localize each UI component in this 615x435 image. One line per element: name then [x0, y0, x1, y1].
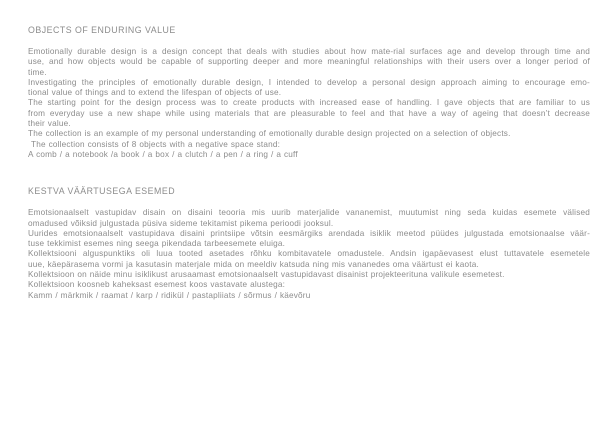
text-line: Emotionally durable design is a design concept that deals with studies about how mate-rial surfaces age and develop through time and: [28, 47, 590, 56]
paragraph-et-5: [28, 280, 590, 290]
paragraph-en-2: [28, 78, 590, 99]
text-line: Kollektsiooni alguspunktiks oli luua tooted asetades rõhku kombitavatele omadustele. Andsin igapäevasest elust tuttavatele esemetele: [28, 249, 590, 259]
text-line: tional value of things and to extend the lifespan of objects of use.: [28, 88, 282, 98]
text-line: Kamm / märkmik / raamat / karp / ridikül / pastapliiats / sõrmus / käevõru: [28, 290, 311, 300]
text-line: A comb / a notebook /a book / a box / a clutch / a pen / a ring / a cuff: [28, 149, 298, 159]
object-list-en: [28, 150, 590, 160]
text-line: from everyday use a new shape while using materials that are pleasurable to feel and that have a way of ageing that doesn’t decrease: [28, 108, 590, 118]
text-line: Kollektsioon on näide minu isiklikust arusaamast emotsionaalselt vastupidavast disainist projekteerituna valikule esemetest.: [28, 270, 505, 280]
paragraph-en-4: [28, 129, 590, 139]
paragraph-et-4: [28, 270, 590, 280]
section-body-et: [28, 208, 590, 301]
text-line: uue, käepärasema vormi ja kasutasin materjale mida on meeldiv katsuda ning mis vananedes oma väärtust ei kaota.: [28, 259, 479, 269]
text-line: omadused võiksid julgustada püsiva sideme tekitamist pikema perioodi jooksul.: [28, 218, 334, 228]
text-line: their value.: [28, 119, 71, 129]
paragraph-et-1: [28, 208, 590, 229]
text-line: The collection consists of 8 objects with a negative space stand:: [31, 139, 281, 149]
paragraph-en-1: [28, 47, 590, 78]
text-line: The starting point for the design process was to create products with increased ease of handling. I gave objects that are familiar to us: [28, 98, 590, 108]
text-line: tuse tekkimist esemes ning seega pikendada tarbeesemete eluiga.: [28, 239, 286, 249]
object-list-et: [28, 291, 590, 301]
text-line: The collection is an example of my personal understanding of emotionally durable design projected on a selection of objects.: [28, 129, 511, 139]
paragraph-et-2: [28, 229, 590, 250]
text-line: Uurides emotsionaalselt vastupidava disaini printsiipe võtsin eesmärgiks arendada isiklik meetod püüdes julgustada emotsionaalse väär-: [28, 228, 590, 238]
section-estonian: [28, 185, 590, 301]
paragraph-en-5: [28, 140, 590, 150]
section-english: [28, 24, 590, 160]
section-body-en: [28, 47, 590, 160]
text-line: Kollektsioon koosneb kaheksast esemest koos vastavate alustega:: [28, 280, 286, 290]
section-title-et: KESTVA VÄÄRTUSEGA ESEMED: [28, 186, 176, 197]
section-title-en: OBJECTS OF ENDURING VALUE: [28, 25, 176, 35]
text-line: use, and how objects would be capable of supporting deeper and more meaningful relationships with their users over a longer period of: [28, 57, 590, 67]
paragraph-en-3: [28, 98, 590, 129]
text-line: Emotsionaalselt vastupidav disain on disaini teooria mis uurib materjalide vananemist, muutumist ning seda kuidas esemete välised: [28, 208, 590, 218]
text-line: Investigating the principles of emotionally durable design, I intended to develop a personal design approach aiming to encourage emo-: [28, 77, 590, 87]
paragraph-et-3: [28, 249, 590, 270]
text-line: time.: [28, 67, 47, 77]
